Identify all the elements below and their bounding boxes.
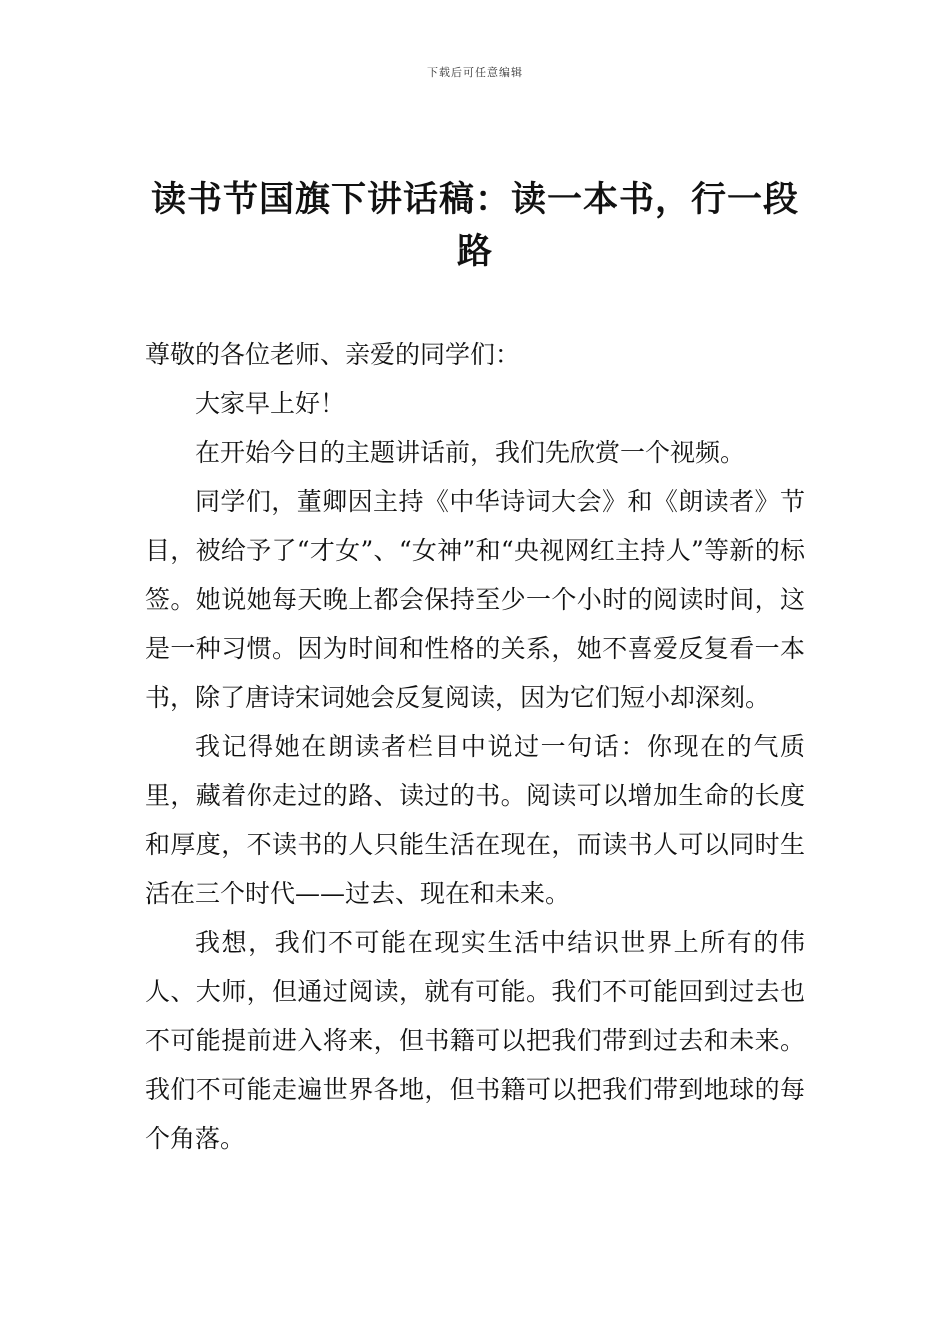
header-note: 下载后可任意编辑 [427, 66, 523, 79]
paragraph-reading-value: 我想，我们不可能在现实生活中结识世界上所有的伟人、大师，但通过阅读，就有可能。我们不可能回到过去也不可能提前进入将来，但书籍可以把我们带到过去和未来。我们不可能走遍世界各地，但书籍可以把我们带到地球的每个角落。 [145, 928, 805, 1153]
paragraph-dong-qing: 同学们，董卿因主持《中华诗词大会》和《朗读者》节目，被给予了“才女”、“女神”和“央视网红主持人”等新的标签。她说她每天晚上都会保持至少一个小时的阅读时间，这是一种习惯。因为时间和性格的关系，她不喜爱反复看一本书，除了唐诗宋词她会反复阅读，因为它们短小却深刻。 [145, 487, 805, 712]
salutation: 尊敬的各位老师、亲爱的同学们： [145, 340, 521, 369]
speech-body [145, 330, 805, 1163]
page-title: 读书节国旗下讲话稿：读一本书，行一段路 [150, 180, 799, 272]
paragraph-reader-quote: 我记得她在朗读者栏目中说过一句话：你现在的气质里，藏着你走过的路、读过的书。阅读可以增加生命的长度和厚度，不读书的人只能生活在现在，而读书人可以同时生活在三个时代——过去、现在和未来。 [145, 732, 805, 908]
paragraph-video-intro: 在开始今日的主题讲话前，我们先欣赏一个视频。 [195, 438, 746, 467]
paragraph-greeting: 大家早上好！ [195, 389, 346, 418]
